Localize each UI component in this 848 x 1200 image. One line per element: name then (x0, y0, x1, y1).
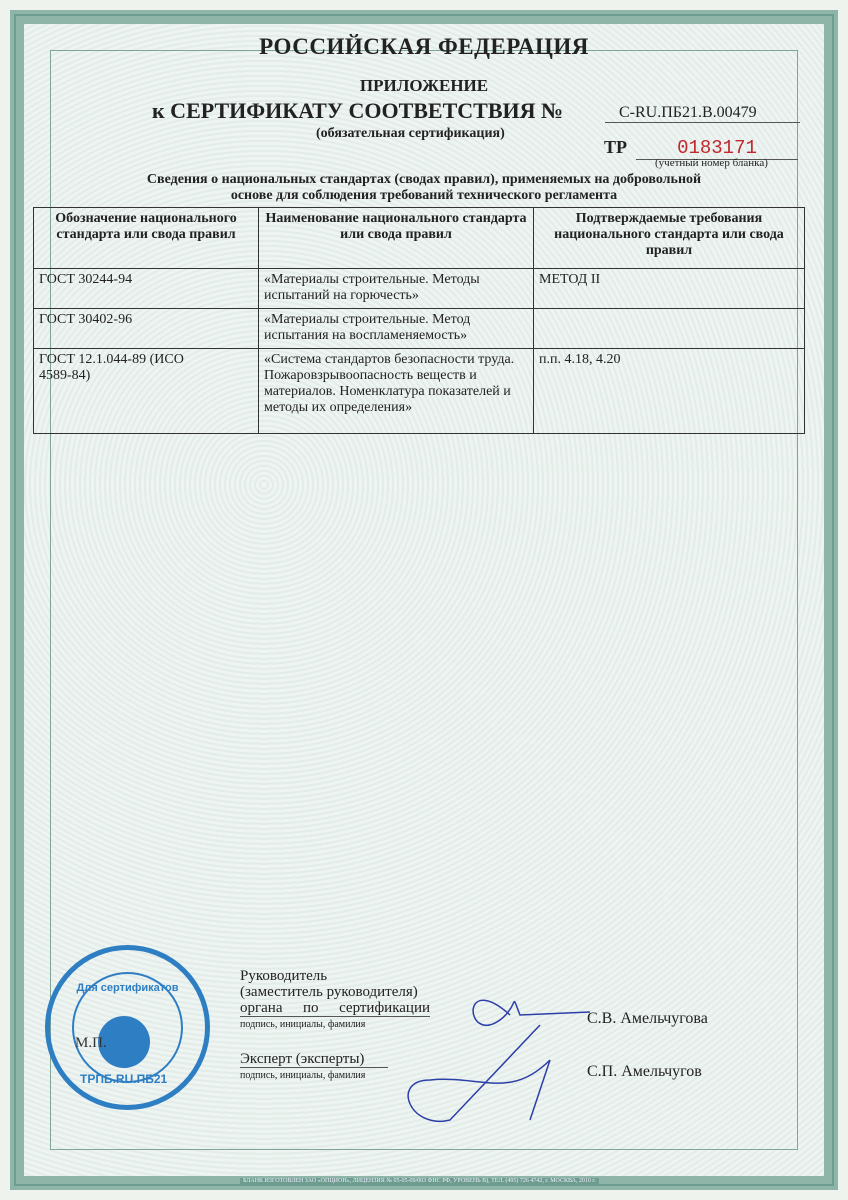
certificate-number: C-RU.ПБ21.В.00479 (605, 104, 800, 123)
certification-type: (обязательная сертификация) (316, 126, 505, 141)
head-title: Руководитель (заместитель руководителя) органа по сертификации подпись, инициалы, фамилия (240, 968, 430, 1030)
table-row (34, 349, 805, 434)
stamp-place-label: М.П. (75, 1035, 107, 1051)
column-header: Наименование национального стандарта или свода правил (259, 208, 534, 269)
table-cell: ГОСТ 30244-94 (34, 269, 259, 309)
standards-table (33, 207, 805, 434)
column-header: Обозначение национального стандарта или свода правил (34, 208, 259, 269)
table-row (34, 309, 805, 349)
signature-image (390, 970, 620, 1130)
info-heading: Сведения о национальных стандартах (сводах правил), применяемых на добровольной основе для соблюдения требований технического регламента (146, 172, 702, 203)
table-row (34, 269, 805, 309)
table-header-row (34, 208, 805, 269)
table-cell (534, 309, 805, 349)
table-cell: п.п. 4.18, 4.20 (534, 349, 805, 434)
blank-note: (учетный номер бланка) (655, 157, 768, 169)
expert-title: Эксперт (эксперты) подпись, инициалы, фамилия (240, 1051, 388, 1084)
appendix-title: ПРИЛОЖЕНИЕ (359, 76, 489, 95)
table-cell: «Система стандартов безопасности труда. Пожаровзрывоопасность веществ и материалов. Номенклатура показателей и методы их определения» (259, 349, 534, 434)
blank-number: 0183171 (636, 137, 798, 160)
tr-label: ТР (604, 137, 628, 157)
column-header: Подтверждаемые требования национального стандарта или свода правил (534, 208, 805, 269)
expert-name: С.П. Амельчугов (587, 1063, 702, 1080)
table-cell: МЕТОД II (534, 269, 805, 309)
certificate-title: к СЕРТИФИКАТУ СООТВЕТСТВИЯ № (152, 98, 564, 123)
printer-footer: БЛАНК ИЗГОТОВЛЕН ЗАО «ОПЦИОН», ЛИЦЕНЗИЯ № 05-05-09/003 ФНС РФ, УРОВЕНЬ В), ТЕЛ. (495) 726 4742, г. МОСКВА, 2010 г. (240, 1178, 599, 1184)
organization-stamp: Для сертификатов ТРПБ.RU.ПБ21 (45, 945, 210, 1110)
table-cell: «Материалы строительные. Методы испытаний на горючесть» (259, 269, 534, 309)
table-cell: «Материалы строительные. Метод испытания на воспламеняемость» (259, 309, 534, 349)
head-name: С.В. Амельчугова (587, 1010, 708, 1027)
table-cell: ГОСТ 30402-96 (34, 309, 259, 349)
country-title: РОССИЙСКАЯ ФЕДЕРАЦИЯ (259, 34, 589, 59)
table-cell: ГОСТ 12.1.044-89 (ИСО 4589-84) (34, 349, 259, 434)
